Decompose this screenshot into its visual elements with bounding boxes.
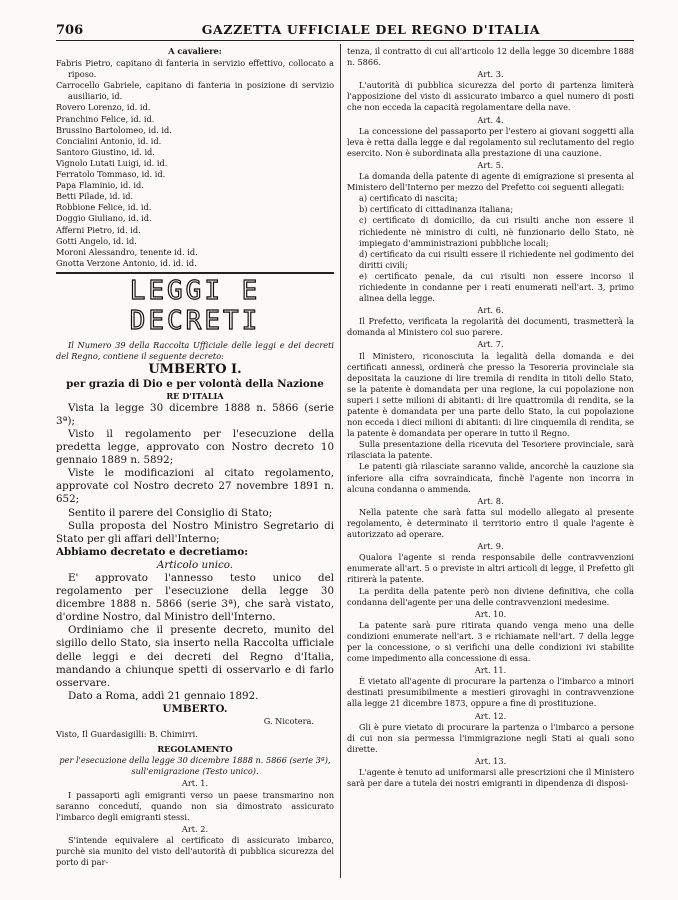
art-9-text-2: La perdita della patente però non diviene definitiva, che colla condanna dell'agente per una delle contravvenzioni medesime. (347, 585, 634, 607)
art-9-label: Art. 9. (477, 541, 504, 552)
cavaliere-entry: Ferratolo Tommaso, id. id. (56, 169, 166, 180)
re-ditalia: RE D'ITALIA (166, 390, 224, 401)
dato-a-roma: Dato a Roma, addì 21 gennaio 1892. (68, 689, 259, 702)
abbiamo-decretato: Abbiamo decretato e decretiamo: (56, 545, 248, 558)
art-1-text: I passaporti agli emigranti verso un paese transmarino non saranno concedutí, quando non sia dimostrato assicurato l'imbarco degli emigranti stessi. (56, 789, 334, 822)
art-13-text: L'agente è tenuto ad uniformarsi alle prescrizioni che il Ministero sarà per dare a tutela dei nostri emigranti in dipendenza di disposi- (347, 767, 634, 789)
art-12-label: Art. 12. (474, 710, 507, 721)
guardasigilli-visto: Visto, Il Guardasigilli: B. Chimirri. (56, 729, 198, 740)
cavaliere-entry: Fabris Pietro, capitano di fanteria in servizio effettivo, collocato a riposo. (56, 58, 334, 80)
cavaliere-entry: Moroni Alessandro, tenente id. id. (56, 246, 198, 257)
decree-recital: Vista la legge 30 dicembre 1888 n. 5866 (serie 3ª); (56, 401, 334, 427)
cavaliere-entry: Doggio Giuliano, id. id. (56, 213, 152, 224)
section-title: LEGGI E DECRETI (129, 275, 261, 336)
column-divider (340, 44, 341, 878)
art-5-list (347, 193, 634, 304)
king-signature: UMBERTO. (162, 702, 228, 715)
countersignature: G. Nicotera. (263, 716, 314, 726)
decree-recital: Sentito il parere del Consiglio di Stato; (68, 506, 273, 519)
art-5-list-item: d) certificato da cui risulti essere il richiedente nel godimento dei diritti civili; (359, 248, 634, 270)
right-column (347, 46, 634, 789)
cavaliere-entry: Robbione Felice, id. id. (56, 202, 152, 213)
page-number: 706 (56, 23, 84, 38)
art-7-text: Il Ministero, riconosciuta la legalità della domanda e dei certificati annessi, ordinerà che presso la Tesoreria provinciale sia depositata la cauzione di lire tremila di rendita in titoli dello Stato, se la patente è domandata per una regione, la cui popolazione non superi i sette milioni di abitanti: di lire quattromila di rendita, se la patente è domandata per una parte dello Stato, la cui popolazione non ecceda i dieci milioni di abitanti: di lire cinquemila di rendita, se la patente è domandata per operare in tutto il Regno. (347, 350, 634, 439)
art-2-text: S'intende equivalere al certificato di assicurato imbarco, purchè sia munito del visto dell'autorità di pubblica sicurezza del porto di par- (56, 834, 334, 868)
art-11-text: È vietato all'agente di procurare la partenza o l'imbarco a minori destinati presumibilmente a mestieri girovaghi in contravvenzione alla legge 21 dicembre 1873, oppure a fine di prostituzione. (347, 676, 634, 709)
art-1-label: Art. 1. (181, 778, 209, 789)
cavaliere-entry: Afferni Pietro, id. id. (56, 224, 141, 235)
decree-intro: Il Numero 39 della Raccolta Ufficiale delle leggi e dei decreti del Regno, contiene il seguente decreto: (56, 339, 334, 361)
art-13-label: Art. 13. (474, 755, 507, 766)
art-3-text: L'autorità di pubblica sicurezza del porto di partenza limiterà l'apposizione del visto di assicurato imbarco a quel numero di posti che non ecceda la capacità regolamentare della nave. (347, 80, 634, 113)
art-5-list-item: c) certificato di domicilio, da cui risulti anche non essere il richiedente nè ministro di culti, nè funzionario dello Stato, nè impiegato d'amministrazioni pubbliche locali; (359, 215, 634, 248)
cavaliere-entry: Concialini Antonio, id. id. (56, 135, 162, 146)
art-4-text: La concessione del passaporto per l'estero ai giovani soggetti alla leva è retta dalla legge e dal regolamento sul reclutamento del regio esercito. Non è subordinata alla prestazione di una cauzione. (347, 125, 634, 158)
decree-recitals (56, 402, 334, 546)
cavaliere-entry: Santoro Giustino, id. id. (56, 146, 155, 157)
cavaliere-heading: A cavaliere: (168, 46, 222, 56)
cavaliere-entry: Papa Flaminio, id. id. (56, 180, 144, 191)
art-7-text-3: Le patenti già rilasciate saranno valide, ancorchè la cauzione sia inferiore alla cifra sovraindicata, finchè l'agente non incorra in alcuna condanna o ammenda. (347, 461, 634, 494)
running-title: GAZZETTA UFFICIALE DEL REGNO D'ITALIA (201, 22, 541, 37)
cavaliere-entry: Betti Pilade, id. id. (56, 191, 134, 202)
art-8-label: Art. 8. (477, 495, 504, 506)
art-11-label: Art. 11. (474, 665, 507, 676)
art-9-text: Qualora l'agente si renda responsabile delle contravvenzioni enumerate all'art. 5 o previste in altri articoli di legge, il Prefetto gli ritirerà la patente. (347, 552, 634, 585)
ordiniamo-text: Ordiniamo che il presente decreto, munito del sigillo dello Stato, sia inserto nella Raccolta ufficiale delle leggi e dei decreti del Regno d'Italia, mandando a chiunque spetti di osservarlo e di farlo osservare. (56, 624, 334, 689)
decree-recital: Sulla proposta del Nostro Ministro Segretario di Stato per gli affari dell'Interno; (56, 519, 334, 545)
art-2-label: Art. 2. (181, 823, 209, 834)
art-3-label: Art. 3. (477, 69, 504, 80)
articolo-unico-label: Articolo unico. (156, 558, 234, 571)
cavaliere-entry: Gnotta Verzone Antonio, id. id. id. (56, 257, 197, 268)
decree-recital: Visto il regolamento per l'esecuzione della predetta legge, approvato con Nostro decreto 10 gennaio 1889 n. 5892; (56, 427, 334, 467)
art-5-list-item: a) certificato di nascita; (359, 193, 458, 204)
art-4-label: Art. 4. (477, 114, 504, 125)
cavalieri-list (56, 58, 334, 269)
continued-text: tenza, il contratto di cui all'articolo 12 della legge 30 dicembre 1888 n. 5866. (347, 46, 634, 68)
section-divider (56, 272, 334, 274)
by-grace-line: per grazia di Dio e per volontà della Nazione (66, 377, 324, 390)
king-name: UMBERTO I. (148, 362, 242, 378)
art-10-text: La patente sarà pure ritirata quando venga meno una delle condizioni enumerate nell'art. 3 e richiamate nell'art. 7 della legge per la concessione, o si verifichi una delle condizioni ivi stabilite come impedimento alla concessione di essa. (347, 619, 634, 664)
cavaliere-entry: Vignolo Lutati Luigi, id. id. (56, 157, 168, 168)
art-10-label: Art. 10. (474, 608, 507, 619)
page-header (56, 20, 634, 41)
left-column (56, 46, 334, 868)
articolo-unico-text: E' approvato l'annesso testo unico del regolamento per l'esecuzione della legge 30 dicembre 1888 n. 5866 (serie 3ª), che sarà vistato, d'ordine Nostro, dal Ministro dell'Interno. (56, 571, 334, 624)
cavaliere-entry: Pranchino Felice, id. id. (56, 113, 155, 124)
art-8-text: Nella patente che sarà fatta sul modello allegato al presente regolamento, è determinato il territorio entro il quale l'agente è autorizzato ad operare. (347, 506, 634, 540)
art-6-text: Il Prefetto, verificata la regolarità dei documenti, trasmetterà la domanda al Ministero col suo parere. (347, 316, 634, 338)
art-5-label: Art. 5. (477, 159, 504, 170)
cavaliere-entry: Brussino Bartolomeo, id. id. (56, 124, 172, 135)
art-5-text: La domanda della patente di agente di emigrazione si presenta al Ministero dell'Interno per mezzo del Prefetto coi seguenti allegati: (347, 171, 634, 193)
cavaliere-entry: Rovero Lorenzo, id. id. (56, 102, 151, 113)
art-6-label: Art. 6. (477, 305, 504, 316)
cavaliere-entry: Carrocello Gabriele, capitano di fanteria in posizione di servizio ausiliario, id. (56, 80, 334, 102)
cavaliere-entry: Gotti Angelo, id. id. (56, 235, 137, 246)
art-5-list-item: e) certificato penale, da cui risulti non essere incorso il richiedente in condanne per i reati enumerati nell'art. 3, primo alinea della legge. (359, 270, 634, 304)
art-7-text-2: Sulla presentazione della ricevuta del Tesoriere provinciale, sarà rilasciata la patente. (347, 439, 634, 461)
regolamento-subtitle: per l'esecuzione della legge 30 dicembre 1888 n. 5866 (serie 3ª), sull'emigrazione (Testo unico). (59, 755, 331, 777)
art-5-list-item: b) certificato di cittadinanza italiana; (359, 204, 514, 215)
art-7-label: Art. 7. (477, 339, 504, 350)
decree-recital: Viste le modificazioni al citato regolamento, approvate col Nostro decreto 27 novembre 1891 n. 652; (56, 467, 334, 506)
regolamento-title: REGOLAMENTO (157, 744, 233, 755)
art-12-text: Gli è pure vietato di procurare la partenza o l'imbarco a persone di cui non sia permessa l'immigrazione negli Stati ai quali sono dirette. (347, 721, 634, 754)
